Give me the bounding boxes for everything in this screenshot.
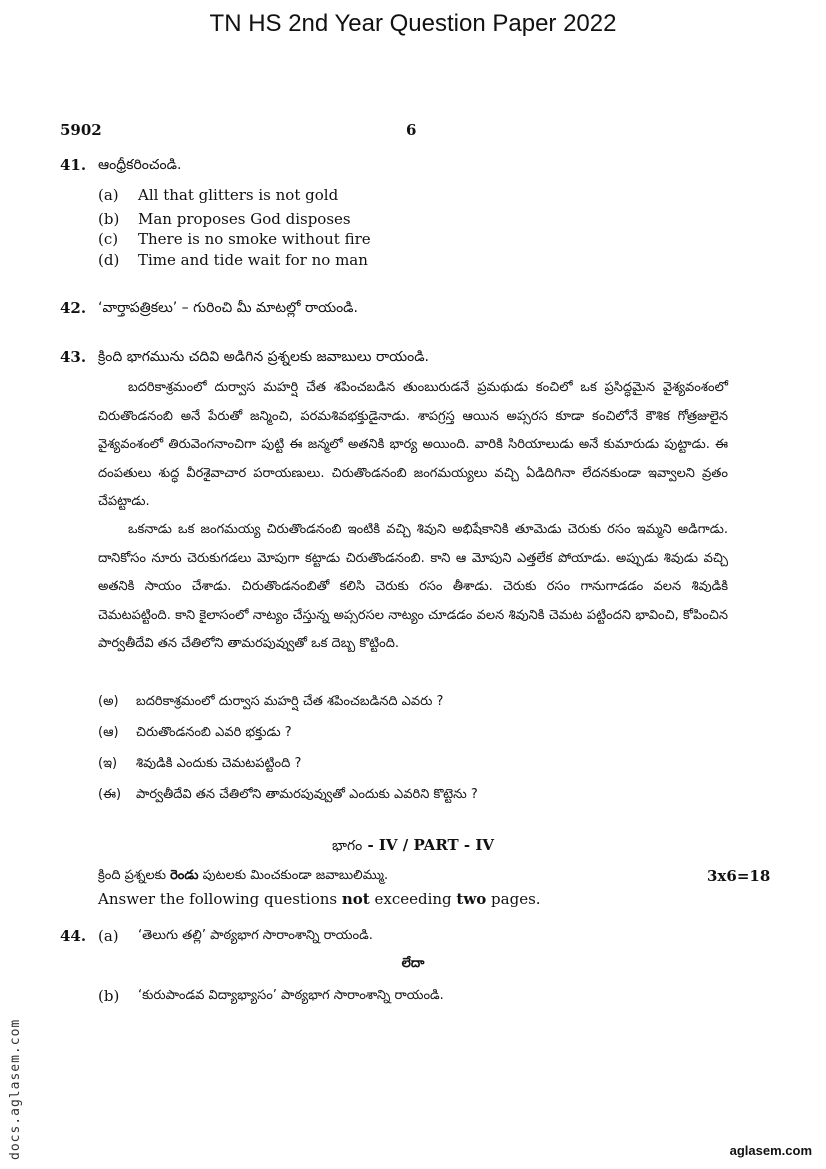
instr-en-part2: exceeding: [369, 890, 457, 908]
q43-sub-c-label: (ఇ): [98, 756, 118, 771]
q41-option-b: Man proposes God disposes: [138, 210, 351, 228]
site-footer: aglasem.com: [729, 1143, 812, 1158]
q41-option-a-label: (a): [98, 186, 119, 204]
instr-tel-bold: రెండు: [170, 868, 199, 883]
instr-en-part3: pages.: [486, 890, 541, 908]
q44-a-text: ‘తెలుగు తల్లి’ పాఠ్యభాగ సారాంశాన్ని రాయండి.: [138, 928, 373, 943]
q43-sub-c: శివుడికి ఎందుకు చెమటపట్టింది ?: [136, 756, 302, 771]
q41-option-c: There is no smoke without fire: [138, 230, 371, 248]
q41-option-c-label: (c): [98, 230, 119, 248]
q44-b-text: ‘కురుపాండవ విద్యాభ్యాసం’ పాఠ్యభాగ సారాంశాన్ని రాయండి.: [138, 988, 444, 1003]
q43-sub-a-label: (అ): [98, 694, 119, 709]
q43-number: 43.: [60, 348, 87, 366]
marks-label: 3x6=18: [707, 867, 771, 885]
q43-sub-d-label: (ఈ): [98, 787, 122, 802]
watermark-text: docs.aglasem.com: [8, 1018, 23, 1160]
q44-b-label: (b): [98, 987, 120, 1005]
q43-sub-a: బదరికాశ్రమంలో దుర్వాస మహర్షి చేత శపించబడినది ఎవరు ?: [136, 694, 444, 709]
part-heading: [0, 836, 826, 857]
passage-paragraph-2: ఒకనాడు ఒక జంగమయ్య చిరుతొండనంబి ఇంటికి వచ్చి శివుని అభిషేకానికి తూమెడు చెరుకు రసం ఇమ్మని అడిగాడు. దానికోసం నూరు చెరుకుగడలు మోపుగా కట్టాడు చిరుతొండనంబి. కాని ఆ మోపుని ఎత్తలేక పోయాడు. అప్పుడు శివుడు వచ్చి అతనికి సాయం చేశాడు. చిరుతొండనంబితో కలిసి చెరుకు రసం తీశాడు. చెరుకు రసం గానుగాడడం వలన శివుడికి చెమటపట్టింది. కాని కైలాసంలో నాట్యం చేస్తున్న అప్సరసల నాట్యం చూడడం వలన శివునికి చెమట పట్టిందని భావించి, కోపించిన పార్వతీదేవి తన చేతిలోని తామరపువ్వుతో ఒక దెబ్బ కొట్టింది.: [98, 522, 728, 652]
part-instruction-telugu: [98, 866, 388, 886]
q41-option-b-label: (b): [98, 210, 120, 228]
q41-prompt: ఆంధ్రీకరించండి.: [98, 157, 182, 173]
q44-a-label: (a): [98, 927, 119, 945]
instr-en-part1: Answer the following questions: [98, 890, 342, 908]
instr-tel-part1: క్రింది ప్రశ్నలకు: [98, 868, 171, 883]
q41-option-a: All that glitters is not gold: [138, 186, 339, 204]
page-title: TN HS 2nd Year Question Paper 2022: [209, 10, 617, 37]
part-heading-roman: - IV / PART - IV: [362, 836, 495, 854]
q41-number: 41.: [60, 156, 87, 174]
q41-option-d: Time and tide wait for no man: [138, 251, 368, 269]
q43-sub-b: చిరుతొండనంబి ఎవరి భక్తుడు ?: [136, 725, 292, 740]
paper-code: 5902: [60, 121, 102, 139]
or-divider: లేదా: [401, 956, 425, 971]
part-instruction-english: [98, 889, 541, 909]
q43-sub-b-label: (ఆ): [98, 725, 119, 740]
q44-number: 44.: [60, 927, 87, 945]
q42-number: 42.: [60, 299, 87, 317]
q43-prompt: క్రింది భాగమును చదివి అడిగిన ప్రశ్నలకు జవాబులు రాయండి.: [98, 349, 430, 365]
passage-paragraph-1: బదరికాశ్రమంలో దుర్వాస మహర్షి చేత శపించబడిన తుంబురుడనే ప్రమథుడు కంచిలో ఒక ప్రసిద్ధమైన వైశ్యవంశంలో చిరుతొండనంబి అనే పేరుతో జన్మించి, పరమశివభక్తుడైనాడు. శాపగ్రస్త ఆయిన అప్సరస కూడా కంచిలోనే కౌశిక గోత్రజులైన వైశ్యవంశంలో తిరువెంగనాంచిగా పుట్టి ఈ జన్మలో అతనికి భార్య అయింది. వారికి సిరియాలుడు అనే కుమారుడు పుట్టాడు. ఈ దంపతులు శుద్ధ వీరశైవాచార పరాయణులు. చిరుతొండనంబి జంగమయ్యలు వచ్చి ఏడిదిగినా లేదనకుండా ఇవ్వాలని వ్రతం చేపట్టాడు.: [98, 380, 728, 510]
instr-tel-part2: పుటలకు మించకుండా జవాబులిమ్ము.: [198, 868, 389, 883]
q41-option-d-label: (d): [98, 251, 120, 269]
instr-en-two: two: [456, 890, 487, 908]
instr-en-not: not: [341, 890, 370, 908]
q43-sub-d: పార్వతీదేవి తన చేతిలోని తామరపువ్వుతో ఎందుకు ఎవరిని కొట్టెను ?: [136, 787, 478, 802]
page-number: 6: [406, 121, 417, 139]
q42-prompt: ‘వార్తాపత్రికలు’ – గురించి మీ మాటల్లో రాయండి.: [98, 300, 358, 316]
part-heading-telugu: భాగం: [331, 838, 363, 854]
